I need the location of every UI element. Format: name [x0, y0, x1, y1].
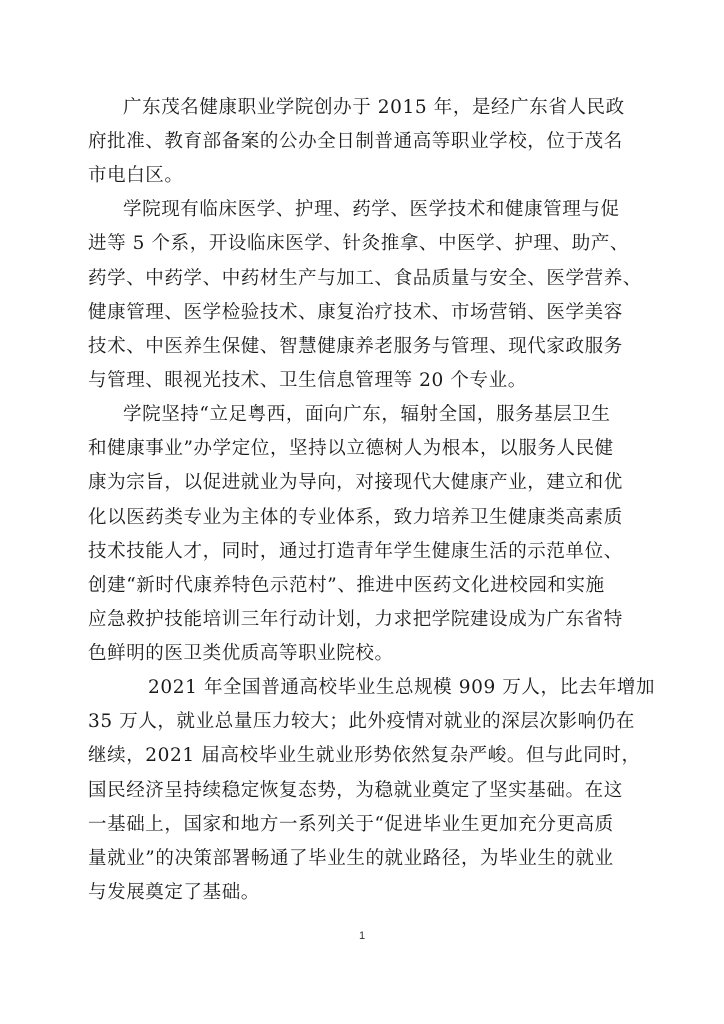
paragraph-3-line-4: 化以医药类专业为主体的专业体系，致力培养卫生健康类高素质 — [88, 507, 623, 528]
paragraph-3-line-6: 创建“新时代康养特色示范村”、推进中医药文化进校园和实施 — [88, 575, 605, 596]
paragraph-2-line-6: 与管理、眼视光技术、卫生信息管理等 20 个专业。 — [88, 370, 527, 391]
paragraph-1-line-2: 府批准、教育部备案的公办全日制普通高等职业学校，位于茂名 — [88, 131, 623, 152]
paragraph-4-line-5: 一基础上，国家和地方一系列关于“促进毕业生更加充分更高质 — [88, 814, 614, 835]
paragraph-2-line-5: 技术、中医养生保健、智慧健康养老服务与管理、现代家政服务 — [88, 336, 623, 357]
paragraph-3-line-2: 和健康事业”办学定位，坚持以立德树人为根本，以服务人民健 — [88, 438, 614, 459]
paragraph-3-line-7: 应急救护技能培训三年行动计划，力求把学院建设成为广东省特 — [88, 609, 623, 630]
paragraph-3-line-3: 康为宗旨，以促进就业为导向，对接现代大健康产业，建立和优 — [88, 472, 623, 493]
paragraph-2-line-1: 学院现有临床医学、护理、药学、医学技术和健康管理与促 — [123, 199, 620, 220]
paragraph-2-line-3: 药学、中药学、中药材生产与加工、食品质量与安全、医学营养、 — [88, 268, 642, 289]
paragraph-3-line-1: 学院坚持“立足粤西，面向广东，辐射全国，服务基层卫生 — [123, 404, 611, 425]
paragraph-1-line-3: 市电白区。 — [88, 165, 184, 186]
paragraph-4-line-4: 国民经济呈持续稳定恢复态势，为稳就业奠定了坚实基础。在这 — [88, 780, 623, 801]
paragraph-4-line-3: 继续，2021 届高校毕业生就业形势依然复杂严峻。但与此同时， — [88, 745, 641, 766]
paragraph-2-line-2: 进等 5 个系，开设临床医学、针灸推拿、中医学、护理、助产、 — [88, 233, 630, 254]
paragraph-4-line-2: 35 万人，就业总量压力较大；此外疫情对就业的深层次影响仍在 — [88, 711, 635, 732]
paragraph-4-line-1: 2021 年全国普通高校毕业生总规模 909 万人，比去年增加 — [148, 677, 656, 698]
paragraph-3-line-5: 技术技能人才，同时，通过打造青年学生健康生活的示范单位、 — [88, 541, 623, 562]
paragraph-4-line-7: 与发展奠定了基础。 — [88, 882, 260, 903]
paragraph-2-line-4: 健康管理、医学检验技术、康复治疗技术、市场营销、医学美容 — [88, 302, 623, 323]
page-number: 1 — [358, 930, 366, 942]
paragraph-4-line-6: 量就业”的决策部署畅通了毕业生的就业路径，为毕业生的就业 — [88, 848, 614, 869]
paragraph-1-line-1: 广东茂名健康职业学院创办于 2015 年，是经广东省人民政 — [123, 97, 625, 118]
paragraph-3-line-8: 色鲜明的医卫类优质高等职业院校。 — [88, 643, 394, 664]
